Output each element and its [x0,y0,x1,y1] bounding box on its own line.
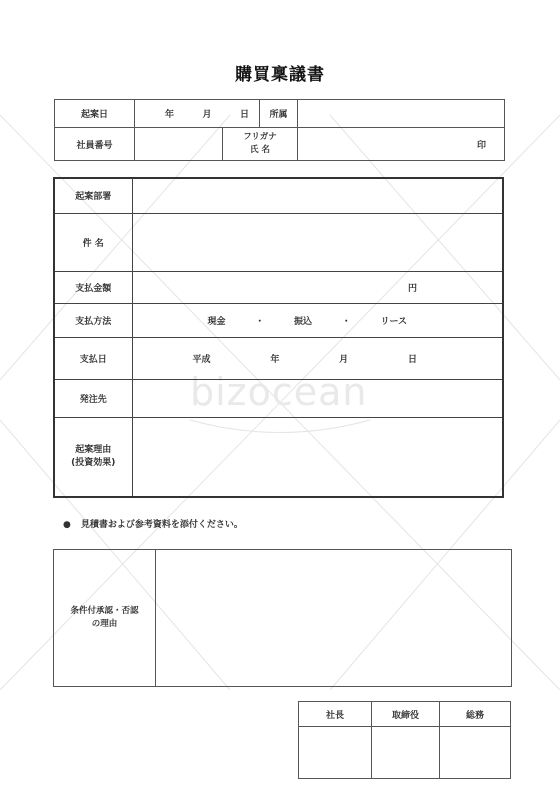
header-table [54,99,505,161]
note-bullet: ● [63,520,71,530]
paydate-month: 月 [339,354,349,365]
amount-field[interactable] [132,271,503,303]
reason-label [54,417,132,497]
month-label: 月 [202,110,212,120]
reason-label-line1: 起案理由 [75,444,112,455]
approval-reason-line2: の理由 [91,619,118,629]
note-text: 見積書および参考資料を添付ください。 [80,520,243,530]
paydate-day: 日 [407,354,417,365]
method-options[interactable] [132,303,503,337]
stamp-general-affairs-box[interactable] [440,727,511,779]
method-dot-1: ・ [255,316,265,327]
attachment-note [63,517,243,530]
date-field[interactable] [135,100,260,128]
day-label: 日 [240,110,250,120]
method-transfer[interactable]: 振込 [293,316,312,327]
page-title: 購買稟議書 [235,65,325,85]
subject-label: 件 名 [54,213,132,271]
yen-label: 円 [407,283,417,294]
method-cash[interactable]: 現金 [207,316,226,327]
employee-no-label: 社員番号 [55,128,135,161]
subject-field[interactable] [132,213,503,271]
year-label: 年 [165,110,175,120]
reason-label-line2: (投資効果) [71,457,116,468]
name-field[interactable] [298,128,505,161]
stamp-president-label: 社長 [299,702,372,727]
paydate-label: 支払日 [54,337,132,379]
stamp-president-box[interactable] [299,727,372,779]
employee-no-field[interactable] [135,128,223,161]
seal-mark: 印 [477,140,487,151]
method-label: 支払方法 [54,303,132,337]
stamp-director-label: 取締役 [372,702,440,727]
method-lease[interactable]: リース [380,316,407,327]
dept-row-field[interactable] [132,178,503,213]
main-table [53,177,504,498]
method-dot-2: ・ [341,316,351,327]
vendor-label: 発注先 [54,379,132,417]
dept-field[interactable] [298,100,505,128]
dept-row-label: 起案部署 [54,178,132,213]
stamp-director-box[interactable] [372,727,440,779]
approval-reason-table [53,549,512,687]
watermark-text: bizocean [190,370,368,414]
name-label-cell [223,128,298,161]
vendor-field[interactable] [132,379,503,417]
era-label: 平成 [192,354,211,365]
reason-field[interactable] [132,417,503,497]
stamp-general-affairs-label: 総務 [440,702,511,727]
paydate-year: 年 [270,354,280,365]
approval-reason-label [54,550,156,687]
approval-reason-field[interactable] [156,550,512,687]
furigana-label: フリガナ [243,132,277,142]
date-label: 起案日 [55,100,135,128]
dept-label: 所属 [260,100,298,128]
approval-reason-line1: 条件付承認・否認 [70,606,139,616]
stamp-table [298,701,511,779]
paydate-field[interactable] [132,337,503,379]
name-label: 氏 名 [250,145,270,155]
amount-label: 支払金額 [54,271,132,303]
